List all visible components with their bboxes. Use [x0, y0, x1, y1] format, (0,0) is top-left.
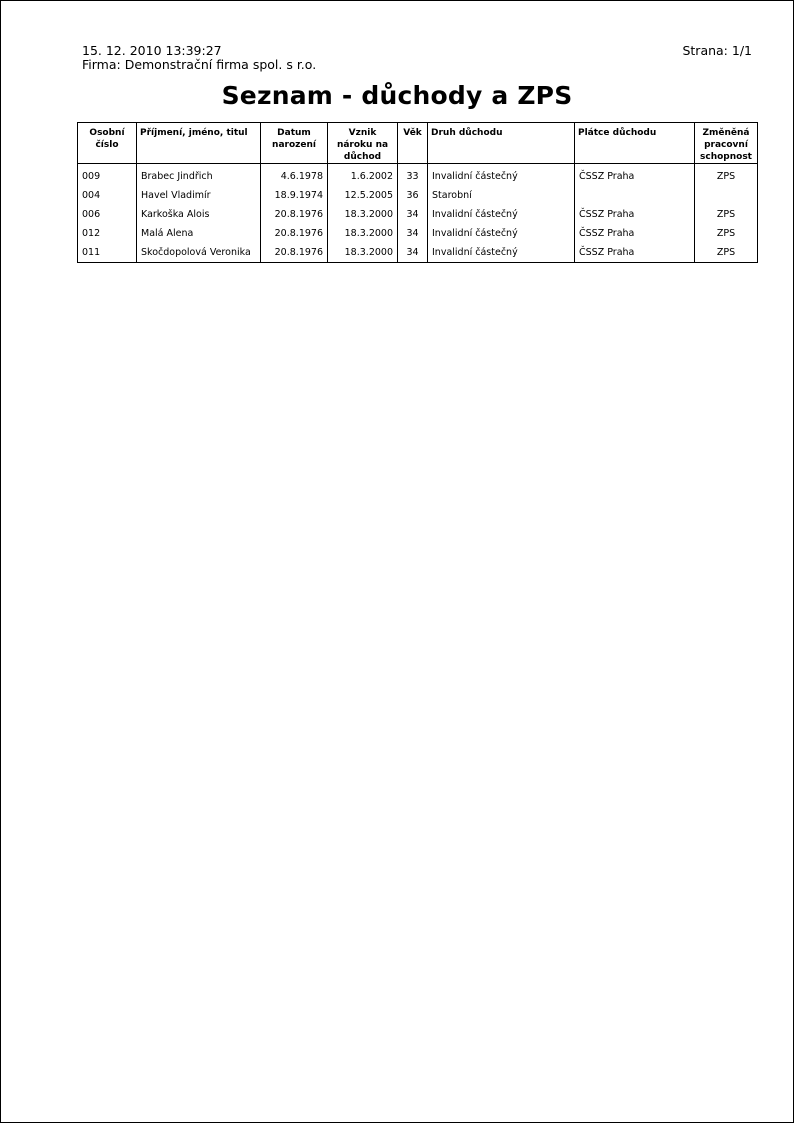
cell-name: Skočdopolová Veronika	[137, 243, 261, 263]
table-row	[78, 205, 758, 224]
cell-id: 011	[82, 247, 101, 258]
cell-name: Karkoška Alois	[137, 205, 261, 224]
cell-id: 009	[82, 171, 101, 182]
cell-claim: 18.3.2000	[328, 243, 398, 263]
cell-id: 006	[82, 209, 101, 220]
col-header-personal-number: Osobní číslo	[78, 123, 137, 164]
cell-id: 012	[82, 228, 101, 239]
cell-claim: 18.3.2000	[328, 224, 398, 243]
cell-zps: ZPS	[695, 164, 758, 187]
page-number: Strana: 1/1	[682, 43, 752, 58]
cell-type: Invalidní částečný	[428, 205, 575, 224]
cell-type: Invalidní částečný	[428, 243, 575, 263]
report-datetime: 15. 12. 2010 13:39:27	[82, 43, 222, 58]
cell-birth: 18.9.1974	[261, 186, 328, 205]
cell-zps: ZPS	[695, 205, 758, 224]
table-header-row	[78, 123, 758, 164]
cell-age: 34	[398, 224, 428, 243]
cell-type: Invalidní částečný	[428, 224, 575, 243]
col-header-zps: Změněná pracovní schopnost	[695, 123, 758, 164]
col-header-name: Příjmení, jméno, titul	[137, 123, 261, 164]
col-header-pension-type: Druh důchodu	[428, 123, 575, 164]
table-row	[78, 224, 758, 243]
cell-name: Malá Alena	[137, 224, 261, 243]
cell-birth: 20.8.1976	[261, 243, 328, 263]
cell-id: 004	[82, 190, 101, 201]
cell-name: Brabec Jindřich	[137, 164, 261, 187]
report-title: Seznam - důchody a ZPS	[221, 81, 573, 110]
cell-birth: 4.6.1978	[261, 164, 328, 187]
cell-payer: ČSSZ Praha	[575, 243, 695, 263]
table-row	[78, 186, 758, 205]
cell-birth: 20.8.1976	[261, 205, 328, 224]
table-row	[78, 243, 758, 263]
cell-claim: 1.6.2002	[328, 164, 398, 187]
cell-payer: ČSSZ Praha	[575, 224, 695, 243]
cell-type: Starobní	[428, 186, 575, 205]
cell-age: 36	[398, 186, 428, 205]
cell-claim: 12.5.2005	[328, 186, 398, 205]
cell-age: 34	[398, 243, 428, 263]
table-row	[78, 164, 758, 187]
pension-table	[77, 122, 758, 263]
col-header-payer: Plátce důchodu	[575, 123, 695, 164]
cell-claim: 18.3.2000	[328, 205, 398, 224]
cell-age: 34	[398, 205, 428, 224]
cell-age: 33	[398, 164, 428, 187]
col-header-claim-date: Vznik nároku na důchod	[328, 123, 398, 164]
col-header-birth-date: Datum narození	[261, 123, 328, 164]
cell-birth: 20.8.1976	[261, 224, 328, 243]
cell-zps: ZPS	[695, 243, 758, 263]
cell-payer: ČSSZ Praha	[575, 205, 695, 224]
cell-zps	[695, 186, 758, 205]
cell-payer	[575, 186, 695, 205]
cell-type: Invalidní částečný	[428, 164, 575, 187]
cell-payer: ČSSZ Praha	[575, 164, 695, 187]
cell-name: Havel Vladimír	[137, 186, 261, 205]
firm-name: Firma: Demonstrační firma spol. s r.o.	[82, 57, 317, 72]
cell-zps: ZPS	[695, 224, 758, 243]
col-header-age: Věk	[398, 123, 428, 164]
